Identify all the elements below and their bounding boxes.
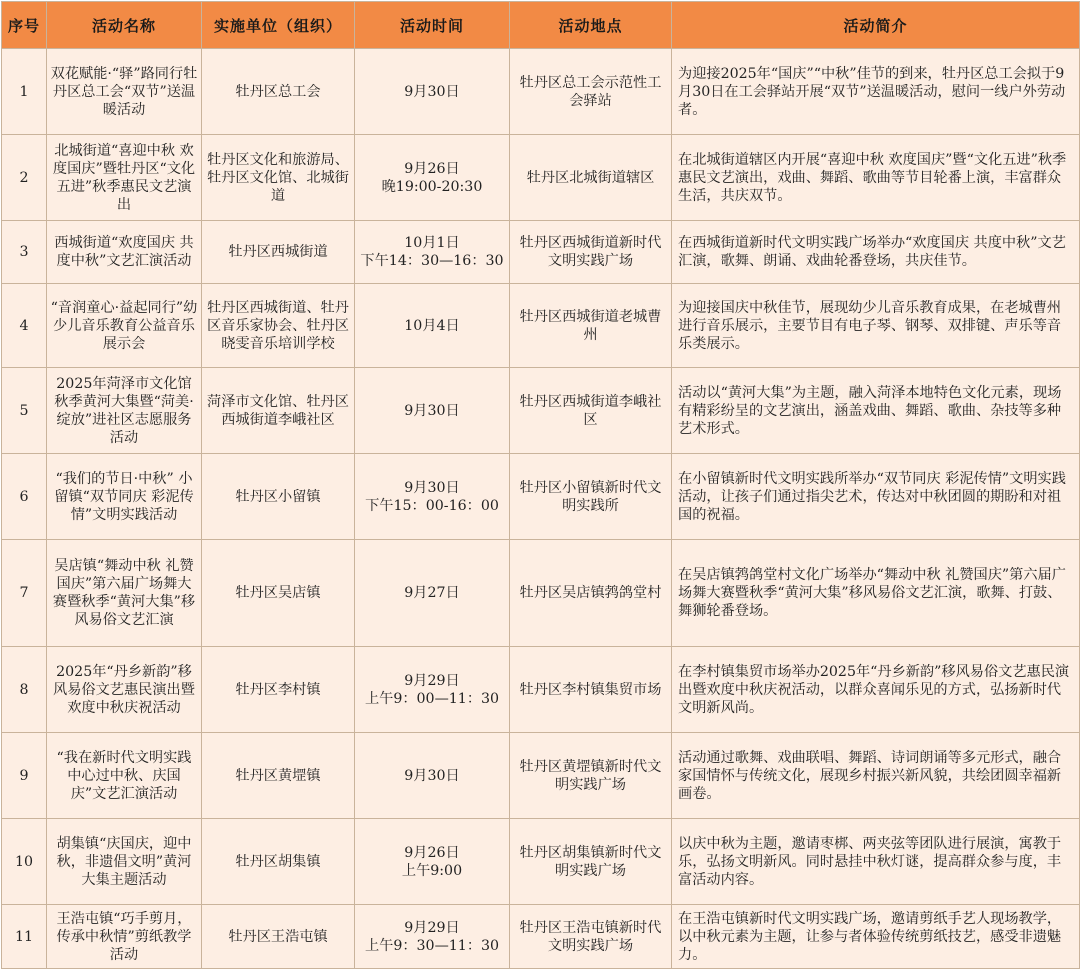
table-row [2, 49, 1080, 135]
table-row [2, 647, 1080, 733]
activity-time [355, 135, 510, 221]
row-index: 5 [2, 368, 47, 454]
activity-name: 2025年“丹乡新韵”移风易俗文艺惠民演出暨欢度中秋庆祝活动 [47, 647, 202, 733]
row-index: 2 [2, 135, 47, 221]
header-time: 活动时间 [355, 2, 510, 49]
time-line: 9月30日 [404, 767, 460, 784]
organizer: 牡丹区王浩屯镇 [202, 905, 355, 969]
activity-intro: 在吴店镇鹁鸽堂村文化广场举办“舞动中秋 礼赞国庆”第六届广场舞大赛暨秋季“黄河大集”移风易俗文艺汇演，歌舞、打鼓、舞狮轮番登场。 [672, 540, 1080, 647]
table-row [2, 454, 1080, 540]
activity-intro: 为迎接2025年“国庆”“中秋”佳节的到来，牡丹区总工会拟于9月30日在工会驿站开展“双节”送温暖活动，慰问一线户外劳动者。 [672, 49, 1080, 135]
activity-time [355, 368, 510, 454]
activity-place: 牡丹区李村镇集贸市场 [510, 647, 672, 733]
organizer: 牡丹区李村镇 [202, 647, 355, 733]
row-index: 11 [2, 905, 47, 969]
row-index: 7 [2, 540, 47, 647]
organizer: 牡丹区总工会 [202, 49, 355, 135]
activity-intro: 为迎接国庆中秋佳节，展现幼少儿音乐教育成果，在老城曹州进行音乐展示，主要节目有电子琴、钢琴、双排键、声乐等音乐类展示。 [672, 284, 1080, 368]
table-row [2, 905, 1080, 969]
time-line: 9月30日 [404, 479, 460, 496]
activity-intro: 在小留镇新时代文明实践所举办“双节同庆 彩泥传情”文明实践活动，让孩子们通过指尖艺术，传达对中秋团圆的期盼和对祖国的祝福。 [672, 454, 1080, 540]
activity-name: 双花赋能·“驿”路同行牡丹区总工会“双节”送温暖活动 [47, 49, 202, 135]
activity-place: 牡丹区吴店镇鹁鸽堂村 [510, 540, 672, 647]
row-index: 6 [2, 454, 47, 540]
activity-time [355, 221, 510, 284]
organizer: 菏泽市文化馆、牡丹区西城街道李峨社区 [202, 368, 355, 454]
activity-name: “我在新时代文明实践中心过中秋、庆国庆”文艺汇演活动 [47, 733, 202, 819]
activity-name: 王浩屯镇“巧手剪月，传承中秋情”剪纸教学活动 [47, 905, 202, 969]
time-line: 9月26日 [404, 844, 460, 861]
table-row [2, 221, 1080, 284]
organizer: 牡丹区胡集镇 [202, 819, 355, 905]
activity-name: “我们的节日·中秋” 小留镇“双节同庆 彩泥传情”文明实践活动 [47, 454, 202, 540]
activity-place: 牡丹区西城街道李峨社区 [510, 368, 672, 454]
time-line: 下午15：00-16：00 [365, 497, 499, 514]
activity-table [1, 1, 1080, 969]
table-row [2, 135, 1080, 221]
header-place: 活动地点 [510, 2, 672, 49]
activity-place: 牡丹区胡集镇新时代文明实践广场 [510, 819, 672, 905]
activity-time [355, 284, 510, 368]
time-line: 9月27日 [404, 585, 460, 601]
activity-place: 牡丹区黄堽镇新时代文明实践广场 [510, 733, 672, 819]
time-line: 9月29日 [404, 672, 460, 689]
table-row [2, 819, 1080, 905]
activity-time [355, 819, 510, 905]
activity-name: 吴店镇“舞动中秋 礼赞国庆”第六届广场舞大赛暨秋季“黄河大集”移风易俗文艺汇演 [47, 540, 202, 647]
time-line: 上午9：00—11：30 [364, 690, 500, 707]
header-organizer: 实施单位（组织） [202, 2, 355, 49]
activity-name: 北城街道“喜迎中秋 欢度国庆”暨牡丹区“文化五进”秋季惠民文艺演出 [47, 135, 202, 221]
table-row [2, 284, 1080, 368]
activity-place: 牡丹区总工会示范性工会驿站 [510, 49, 672, 135]
activity-intro: 在王浩屯镇新时代文明实践广场，邀请剪纸手艺人现场教学，以中秋元素为主题，让参与者体验传统剪纸技艺，感受非遗魅力。 [672, 905, 1080, 969]
row-index: 10 [2, 819, 47, 905]
activity-time [355, 49, 510, 135]
time-line: 上午9:00 [401, 862, 463, 879]
time-line: 下午14：30—16：30 [360, 253, 504, 269]
row-index: 4 [2, 284, 47, 368]
row-index: 1 [2, 49, 47, 135]
time-line: 10月1日 [404, 235, 460, 251]
activity-time [355, 454, 510, 540]
activity-time [355, 733, 510, 819]
time-line: 上午9：30—11：30 [364, 937, 500, 954]
time-line: 9月29日 [404, 919, 460, 936]
row-index: 9 [2, 733, 47, 819]
activity-place: 牡丹区北城街道辖区 [510, 135, 672, 221]
organizer: 牡丹区吴店镇 [202, 540, 355, 647]
time-line: 9月26日 [404, 160, 460, 177]
activity-intro: 活动以“黄河大集”为主题，融入菏泽本地特色文化元素，现场有精彩纷呈的文艺演出，涵盖戏曲、舞蹈、歌曲、杂技等多种艺术形式。 [672, 368, 1080, 454]
activity-intro: 活动通过歌舞、戏曲联唱、舞蹈、诗词朗诵等多元形式，融合家国情怀与传统文化，展现乡村振兴新风貌，共绘团圆幸福新画卷。 [672, 733, 1080, 819]
table-row [2, 733, 1080, 819]
activity-time [355, 540, 510, 647]
activity-name: 胡集镇“庆国庆，迎中秋，非遗倡文明”黄河大集主题活动 [47, 819, 202, 905]
time-line: 9月30日 [404, 83, 460, 100]
organizer: 牡丹区小留镇 [202, 454, 355, 540]
activity-name: 西城街道“欢度国庆 共度中秋”文艺汇演活动 [47, 221, 202, 284]
activity-intro: 以庆中秋为主题，邀请枣梆、两夹弦等团队进行展演，寓教于乐，弘扬文明新风。同时悬挂中秋灯谜，提高群众参与度，丰富活动内容。 [672, 819, 1080, 905]
time-line: 晚19:00-20:30 [381, 178, 483, 195]
activity-place: 牡丹区小留镇新时代文明实践所 [510, 454, 672, 540]
time-line: 9月30日 [404, 402, 460, 419]
table-header-row [2, 2, 1080, 49]
organizer: 牡丹区西城街道、牡丹区音乐家协会、牡丹区晓雯音乐培训学校 [202, 284, 355, 368]
activity-intro: 在李村镇集贸市场举办2025年“丹乡新韵”移风易俗文艺惠民演出暨欢度中秋庆祝活动，以群众喜闻乐见的方式，弘扬新时代文明新风尚。 [672, 647, 1080, 733]
activity-intro: 在北城街道辖区内开展“喜迎中秋 欢度国庆”暨“文化五进”秋季惠民文艺演出，戏曲、舞蹈、歌曲等节目轮番上演，丰富群众生活，共庆双节。 [672, 135, 1080, 221]
row-index: 8 [2, 647, 47, 733]
activity-name: “音润童心·益起同行”幼少儿音乐教育公益音乐展示会 [47, 284, 202, 368]
header-activity-name: 活动名称 [47, 2, 202, 49]
activity-place: 牡丹区西城街道新时代文明实践广场 [510, 221, 672, 284]
header-index: 序号 [2, 2, 47, 49]
time-line: 10月4日 [404, 317, 460, 334]
table-row [2, 368, 1080, 454]
activity-intro: 在西城街道新时代文明实践广场举办“欢度国庆 共度中秋”文艺汇演，歌舞、朗诵、戏曲轮番登场，共庆佳节。 [672, 221, 1080, 284]
activity-place: 牡丹区西城街道老城曹州 [510, 284, 672, 368]
organizer: 牡丹区文化和旅游局、牡丹区文化馆、北城街道 [202, 135, 355, 221]
activity-name: 2025年菏泽市文化馆秋季黄河大集暨“菏美·绽放”进社区志愿服务活动 [47, 368, 202, 454]
header-intro: 活动简介 [672, 2, 1080, 49]
row-index: 3 [2, 221, 47, 284]
activity-place: 牡丹区王浩屯镇新时代文明实践广场 [510, 905, 672, 969]
organizer: 牡丹区黄堽镇 [202, 733, 355, 819]
activity-time [355, 905, 510, 969]
table-row [2, 540, 1080, 647]
activity-time [355, 647, 510, 733]
organizer: 牡丹区西城街道 [202, 221, 355, 284]
